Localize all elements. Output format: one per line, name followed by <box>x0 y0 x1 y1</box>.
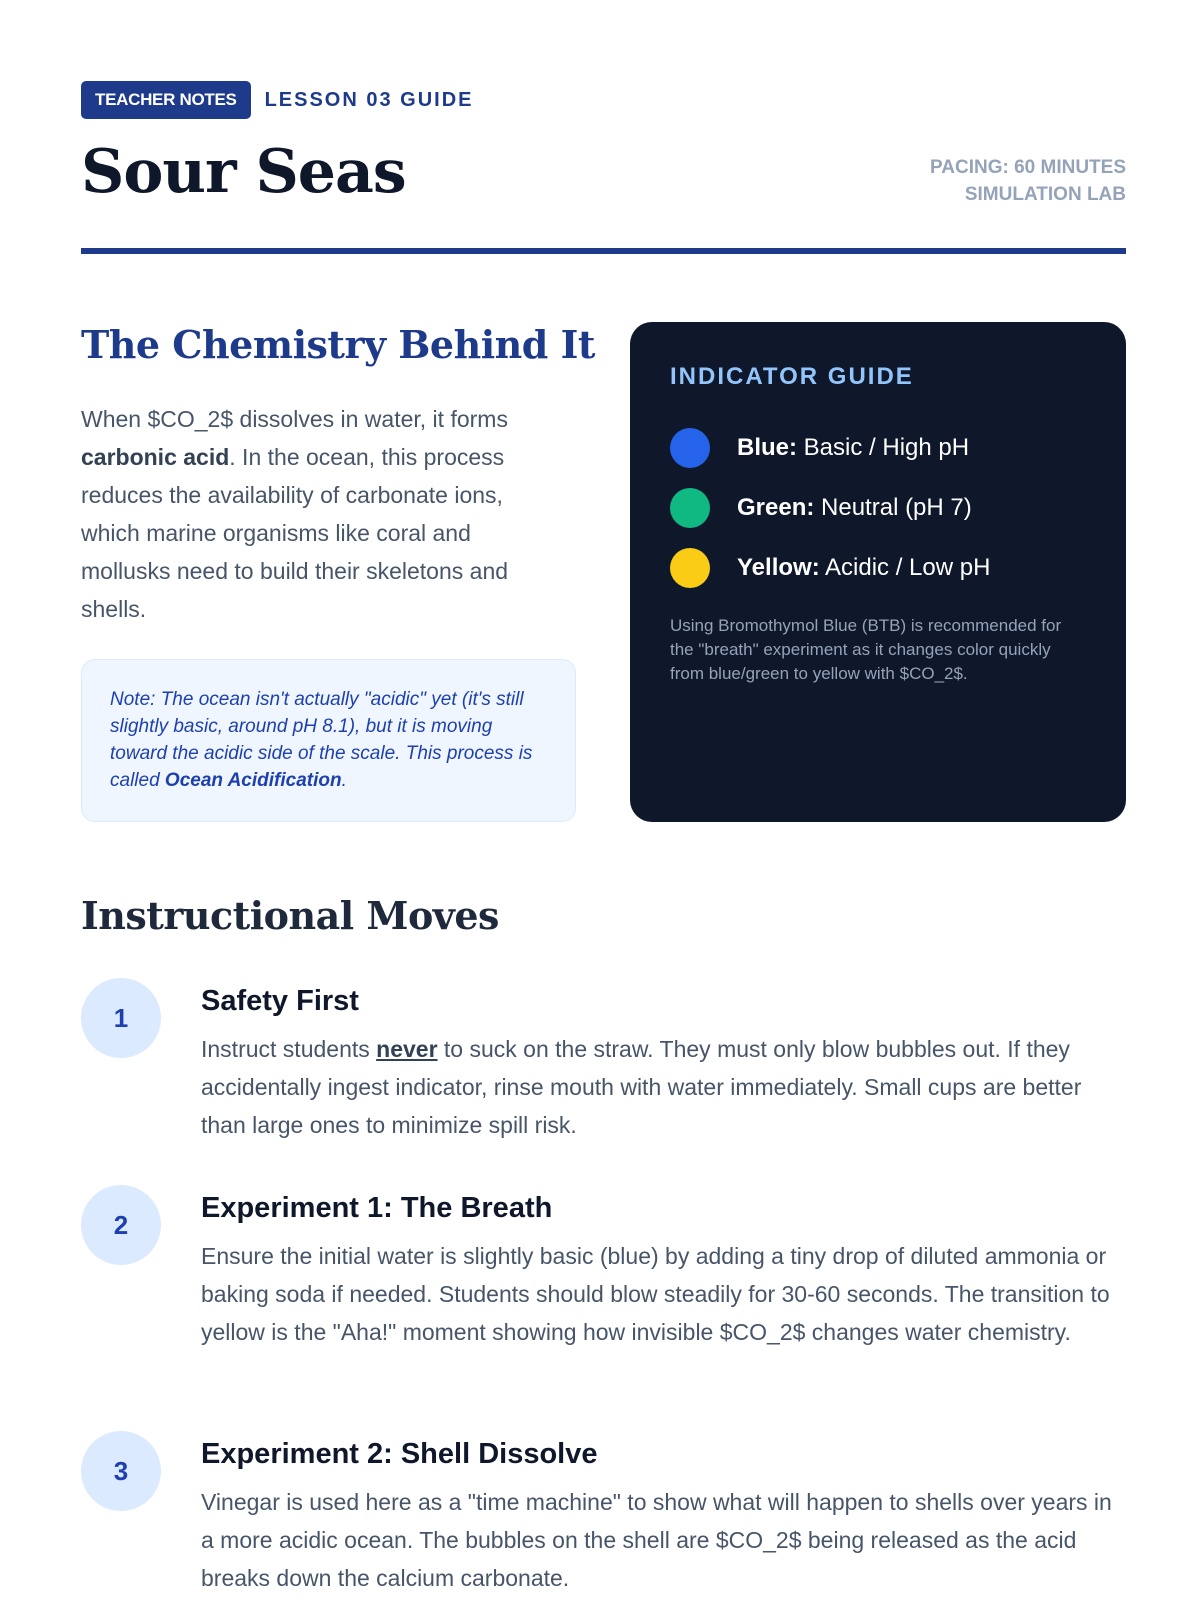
move-content <box>201 1431 1121 1597</box>
indicator-label: Green: <box>737 494 815 521</box>
indicator-desc: Acidic / Low pH <box>819 554 991 581</box>
move-body-text-1: Instruct students <box>201 1036 377 1062</box>
chemistry-bold-term: carbonic acid <box>81 444 230 470</box>
note-bold-term: Ocean Acidification <box>164 770 342 791</box>
header-top <box>81 81 474 119</box>
move-body <box>201 1030 1121 1144</box>
lesson-label: LESSON 03 GUIDE <box>264 88 474 111</box>
move-content <box>201 978 1121 1144</box>
moves-heading: Instructional Moves <box>81 893 499 938</box>
indicator-desc: Neutral (pH 7) <box>814 494 972 521</box>
move-body-emphasis: never <box>376 1036 438 1062</box>
page-title: Sour Seas <box>81 137 406 207</box>
indicator-text <box>737 494 972 522</box>
move-body: Ensure the initial water is slightly basic (blue) by adding a tiny drop of diluted ammonia or baking soda if needed. Students should blow steadily for 30-60 seconds. The transition to yellow is the "Aha!" moment showing how invisible $CO_2$ changes water chemistry. <box>201 1243 1110 1345</box>
move-title: Experiment 1: The Breath <box>201 1192 553 1224</box>
move-title: Safety First <box>201 985 359 1017</box>
move-title: Experiment 2: Shell Dissolve <box>201 1438 598 1470</box>
indicator-text <box>737 554 990 582</box>
move-body: Vinegar is used here as a "time machine" to show what will happen to shells over years in a more acidic ocean. The bubbles on the shell are $CO_2$ being released as the acid breaks down the calcium carbonate. <box>201 1489 1112 1591</box>
chemistry-paragraph <box>81 400 561 628</box>
note-text <box>110 686 547 794</box>
chemistry-text-2: . In the ocean, this process reduces the availability of carbonate ions, which marine organisms like coral and mollusks need to build their skeletons and shells. <box>81 444 509 622</box>
step-number-badge: 2 <box>81 1185 161 1265</box>
indicator-desc: Basic / High pH <box>797 434 970 461</box>
format-label: SIMULATION LAB <box>964 184 1126 205</box>
teacher-notes-badge: TEACHER NOTES <box>81 81 251 119</box>
green-dot-icon <box>670 488 710 528</box>
note-callout <box>81 659 576 822</box>
indicator-list <box>670 418 1086 598</box>
move-content <box>201 1185 1121 1351</box>
yellow-dot-icon <box>670 548 710 588</box>
indicator-item-yellow <box>670 538 1086 598</box>
indicator-footnote: Using Bromothymol Blue (BTB) is recommended for the "breath" experiment as it changes color quickly from blue/green to yellow with $CO_2$. <box>670 616 1062 683</box>
step-number-badge: 1 <box>81 978 161 1058</box>
note-text-2: . <box>341 770 347 791</box>
header-divider <box>81 248 1126 254</box>
blue-dot-icon <box>670 428 710 468</box>
pacing-label: PACING: 60 MINUTES <box>929 157 1126 178</box>
indicator-heading: INDICATOR GUIDE <box>670 363 914 390</box>
move-body-text-2: to suck on the straw. They must only blow bubbles out. If they accidentally ingest indicator, rinse mouth with water immediately. Small cups are better than large ones to minimize spill risk. <box>201 1036 1082 1138</box>
indicator-text <box>737 434 969 462</box>
indicator-item-blue <box>670 418 1086 478</box>
indicator-item-green <box>670 478 1086 538</box>
indicator-label: Blue: <box>737 434 797 461</box>
indicator-guide-card <box>630 322 1126 822</box>
lesson-meta <box>930 154 1126 208</box>
chemistry-heading: The Chemistry Behind It <box>81 322 595 367</box>
step-number-badge: 3 <box>81 1431 161 1511</box>
indicator-label: Yellow: <box>737 554 820 581</box>
chemistry-text-1: When $CO_2$ dissolves in water, it forms <box>81 406 508 432</box>
note-text-1: Note: The ocean isn't actually "acidic" yet (it's still slightly basic, around pH 8.1), but it is moving toward the acidic side of the scale. This process is called <box>110 689 533 791</box>
